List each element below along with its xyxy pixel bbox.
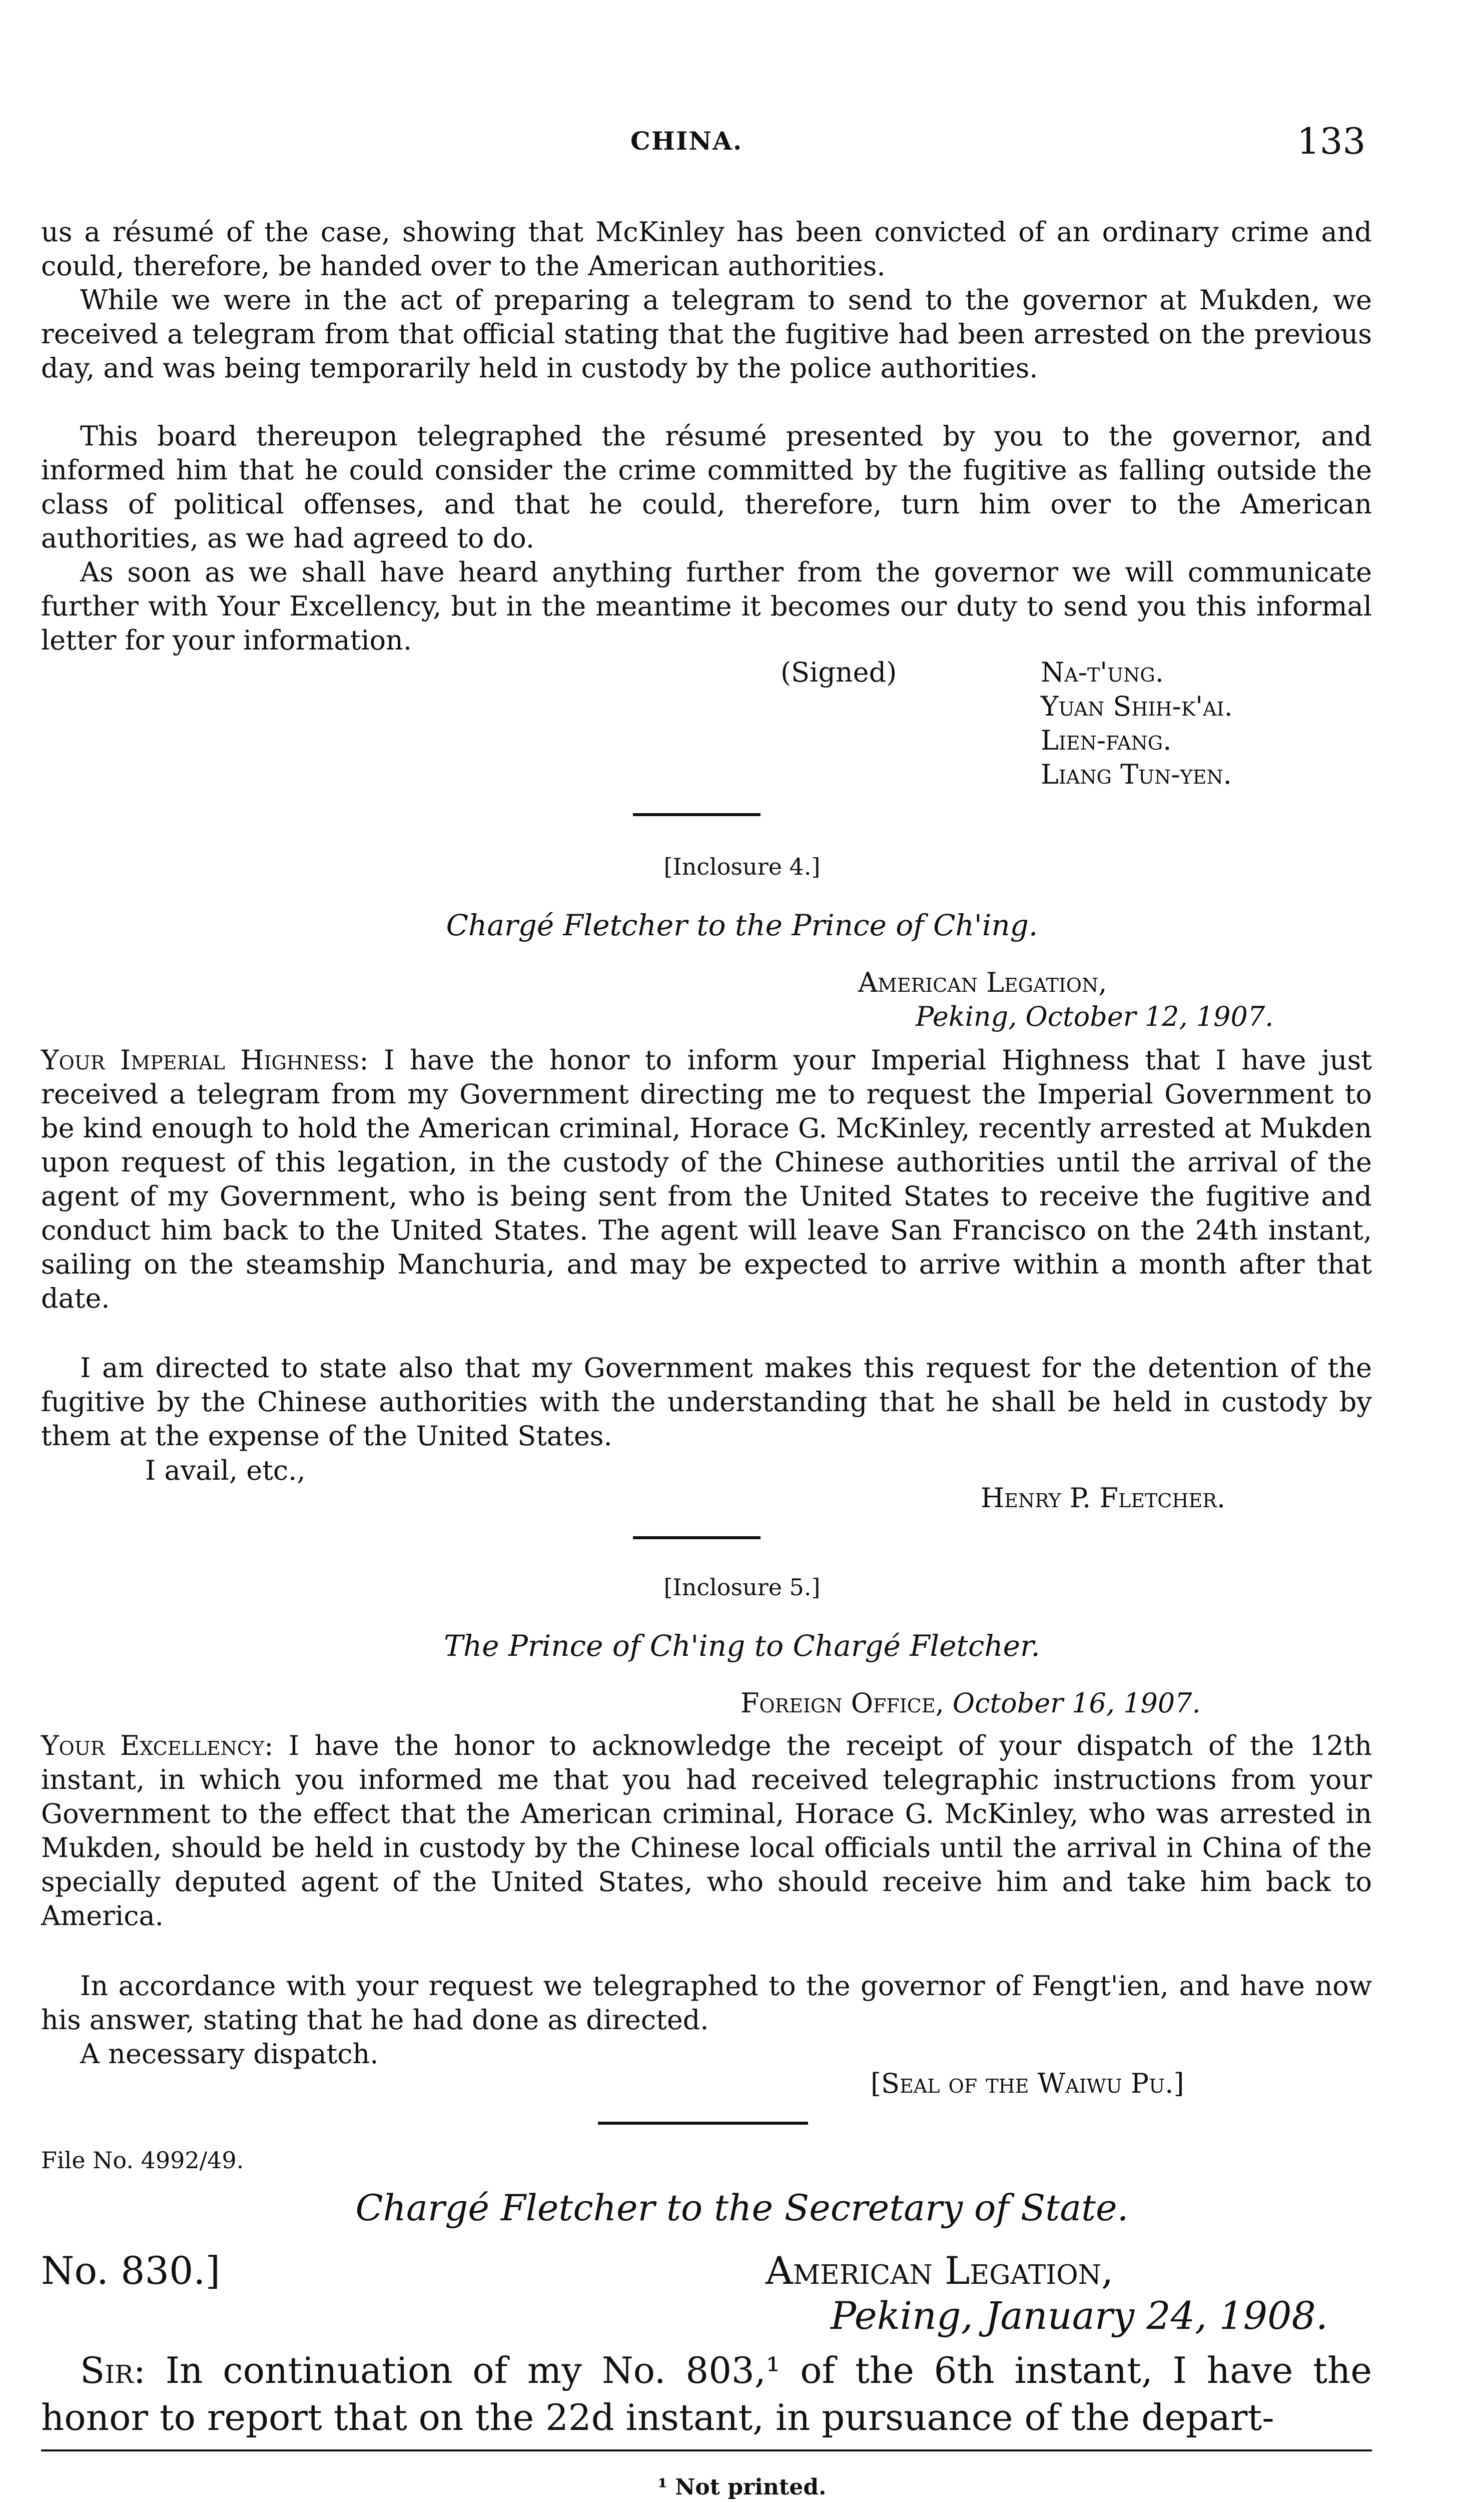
paragraph: us a résumé of the case, showing that McKinley has been convicted of an ordinary crime and could, therefore, be handed over to the American authorities. <box>41 216 1372 282</box>
signatory: Yuan Shih-k'ai. <box>1041 691 1233 722</box>
paragraph: A necessary dispatch. <box>80 2038 379 2070</box>
closing: I avail, etc., <box>145 1455 306 1486</box>
letter-body <box>41 1729 1372 1933</box>
salutation: Sir: <box>80 2349 146 2391</box>
inclosure-label: [Inclosure 5.] <box>663 1574 821 1601</box>
running-title: CHINA. <box>630 126 743 156</box>
letter-title: The Prince of Ch'ing to Chargé Fletcher. <box>444 1629 1040 1663</box>
paragraph: This board thereupon telegraphed the résumé presented by you to the governor, and informed him that he could consider the crime committed by the fugitive as falling outside the class of political offenses, and that he could, therefore, turn him over to the American authorities, as we had agreed to do. <box>41 420 1372 554</box>
file-number: File No. 4992/49. <box>41 2147 244 2174</box>
dispatch-title: Chargé Fletcher to the Secretary of State. <box>355 2187 1129 2229</box>
dispatch-place: American Legation, <box>766 2248 1114 2293</box>
letter-date: October 16, 1907. <box>952 1687 1201 1719</box>
signature: Henry P. Fletcher. <box>981 1482 1226 1514</box>
paragraph: While we were in the act of preparing a telegram to send to the governor at Mukden, we received a telegram from that official stating that the fugitive had been arrested on the previous day, and was being temporarily held in custody by the police authorities. <box>41 284 1372 384</box>
section-divider <box>633 813 761 816</box>
seal: [Seal of the Waiwu Pu.] <box>871 2068 1184 2099</box>
paragraph: I am directed to state also that my Government makes this request for the detention of the fugitive by the Chinese authorities with the understanding that he shall be held in custody by them at the expense of the United States. <box>41 1352 1372 1452</box>
salutation: Your Imperial Highness: <box>41 1044 369 1076</box>
letter-body <box>41 1043 1372 1316</box>
signatory: Na-t'ung. <box>1041 657 1164 688</box>
letter-date: Peking, October 12, 1907. <box>916 1001 1274 1032</box>
letter-place: Foreign Office, <box>740 1687 944 1719</box>
inclosure-label: [Inclosure 4.] <box>663 853 821 880</box>
salutation: Your Excellency: <box>41 1730 274 1761</box>
dispatch-date: Peking, January 24, 1908. <box>831 2293 1328 2338</box>
signatory: Liang Tun-yen. <box>1041 759 1232 790</box>
signed-label: (Signed) <box>781 657 897 688</box>
footnote-rule <box>41 2449 1372 2451</box>
letter-title: Chargé Fletcher to the Prince of Ch'ing. <box>446 908 1038 942</box>
page-number: 133 <box>1297 120 1366 162</box>
letter-place: American Legation, <box>858 967 1107 998</box>
signatory: Lien-fang. <box>1041 725 1172 756</box>
paragraph: In accordance with your request we telegraphed to the governor of Fengt'ien, and have now his answer, stating that he had done as directed. <box>41 1970 1372 2036</box>
letter-place-date <box>740 1686 1201 1720</box>
dispatch-number: No. 830.] <box>41 2248 221 2293</box>
section-divider <box>633 1536 761 1539</box>
footnote: ¹ Not printed. <box>657 2474 827 2500</box>
paragraph: I have the honor to inform your Imperial Highness that I have just received a telegram from my Government directing me to request the Imperial Government to be kind enough to hold the American criminal, Horace G. McKinley, recently arrested at Mukden upon request of this legation, in the custody of the Chinese authorities until the arrival of the agent of my Government, who is being sent from the United States to receive the fugitive and conduct him back to the United States. The agent will leave San Francisco on the 24th instant, sailing on the steamship Manchuria, and may be expected to arrive within a month after that date. <box>41 1044 1372 1314</box>
paragraph: In continuation of my No. 803,¹ of the 6th instant, I have the honor to report that on the 22d instant, in pursuance of the depart- <box>41 2349 1372 2438</box>
paragraph: As soon as we shall have heard anything further from the governor we will communicate further with Your Excellency, but in the meantime it becomes our duty to send you this informal letter for your information. <box>41 556 1372 656</box>
dispatch-body <box>41 2347 1372 2441</box>
paragraph: I have the honor to acknowledge the receipt of your dispatch of the 12th instant, in which you informed me that you had received telegraphic instructions from your Government to the effect that the American criminal, Horace G. McKinley, who was arrested in Mukden, should be held in custody by the Chinese local officials until the arrival in China of the specially deputed agent of the United States, who should receive him and take him back to America. <box>41 1730 1372 1932</box>
section-divider <box>598 2122 808 2125</box>
